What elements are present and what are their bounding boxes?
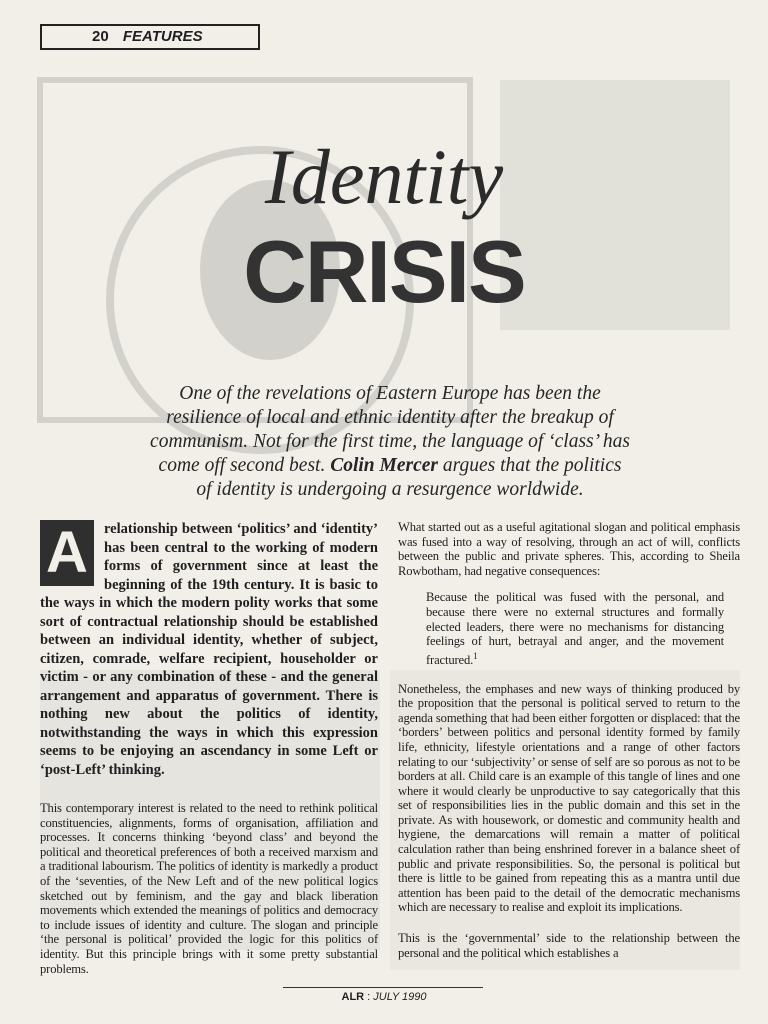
body-paragraph: This contemporary interest is related to the need to rethink political constituencies, alignments, forms of organisation, affiliation and processes. It concerns thinking ‘beyond class’ and beyond the political and theoretical preferences of both a received marxism and a traditional labourism. The politics of identity is markedly a product of the ‘seventies, of the New Left and of the new political logics sketched out by feminism, and the gay and black liberation movements which extended the meanings of politics and democracy to include issues of identity and culture. The slogan and principle ‘the personal is political’ provided the logic for this politics of identity. But this principle brings with it some pretty substantial problems. xyxy=(40,801,378,976)
title-line-2: CRISIS xyxy=(243,222,525,321)
footer-separator: : xyxy=(364,991,374,1003)
right-column xyxy=(398,520,740,960)
page-footer xyxy=(0,991,768,1003)
body-paragraph: Nonetheless, the emphases and new ways of thinking produced by the proposition that the personal is political served to return to the agenda something that had been either forgotten or displaced: that the ‘borders’ between politics and personal identity formed by family life, ethnicity, lifestyle orientations and a range of other factors relating to our ‘subjectivity’ or sense of self are so porous as not to be borders at all. Child care is an example of this tangle of lines and one where it would clearly be unproductive to say categorically that this set of responsibilities lies in the public domain and this set in the private. As with housework, or domestic and community health and hygiene, the demarcations will remain a matter of political calculation rather than being enshrined forever in a balance sheet of public and private responsibilities. So, the personal is political but there is little to be gained from repeating this as a mantra until due attention has been paid to the detail of the democratic mechanisms which are necessary to realise and exploit its implications. xyxy=(398,681,740,915)
title-line-1: Identity xyxy=(264,133,504,220)
standfirst xyxy=(150,382,630,502)
drop-cap: A xyxy=(40,520,94,586)
page-header xyxy=(40,24,260,50)
left-column xyxy=(40,520,378,976)
lead-paragraph: relationship between ‘politics’ and ‘identity’ has been central to the working of modern forms of government since at least the beginning of the 19th century. It is basic to the ways in which the modern polity works that some sort of contractual relationship should be established between an individual identity, whether of subject, citizen, comrade, welfare recipient, householder or victim - or any combination of these - and the general arrangement and apparatus of government. There is nothing new about the politics of identity, notwithstanding the ways in which this expression seems to be enjoying an ascendancy in some Left or ‘post-Left’ thinking. xyxy=(40,521,378,778)
magazine-name: ALR xyxy=(341,991,365,1003)
standfirst-outro: argues that the politics of identity is undergoing a resurgence worldwide. xyxy=(196,455,622,500)
body-paragraph: This is the ‘governmental’ side to the relationship between the personal and the political which establishes a xyxy=(398,931,740,960)
quote-text: Because the political was fused with the personal, and because there were no external structures and formally elected leaders, there were no mechanisms for distancing feelings of hurt, betrayal and anger, and the movement fractured. xyxy=(426,590,724,667)
page-number: 20 xyxy=(92,28,109,45)
footer-rule xyxy=(283,987,483,988)
issue-date: JULY 1990 xyxy=(373,991,427,1003)
author-name: Colin Mercer xyxy=(330,455,439,476)
body-paragraph: What started out as a useful agitational slogan and political emphasis was fused into a way of resolving, through an act of will, conflicts between the public and private spheres. This, according to Sheila Rowbotham, had negative consequences: xyxy=(398,520,740,578)
standfirst-intro: One of the revelations of Eastern Europe has been the resilience of local and ethnic identity after the breakup of communism. Not for the first time, the language of ‘class’ has come off second best. xyxy=(150,383,630,476)
section-label: FEATURES xyxy=(122,28,203,45)
block-quote xyxy=(426,590,724,667)
footnote-marker: 1 xyxy=(473,650,478,661)
